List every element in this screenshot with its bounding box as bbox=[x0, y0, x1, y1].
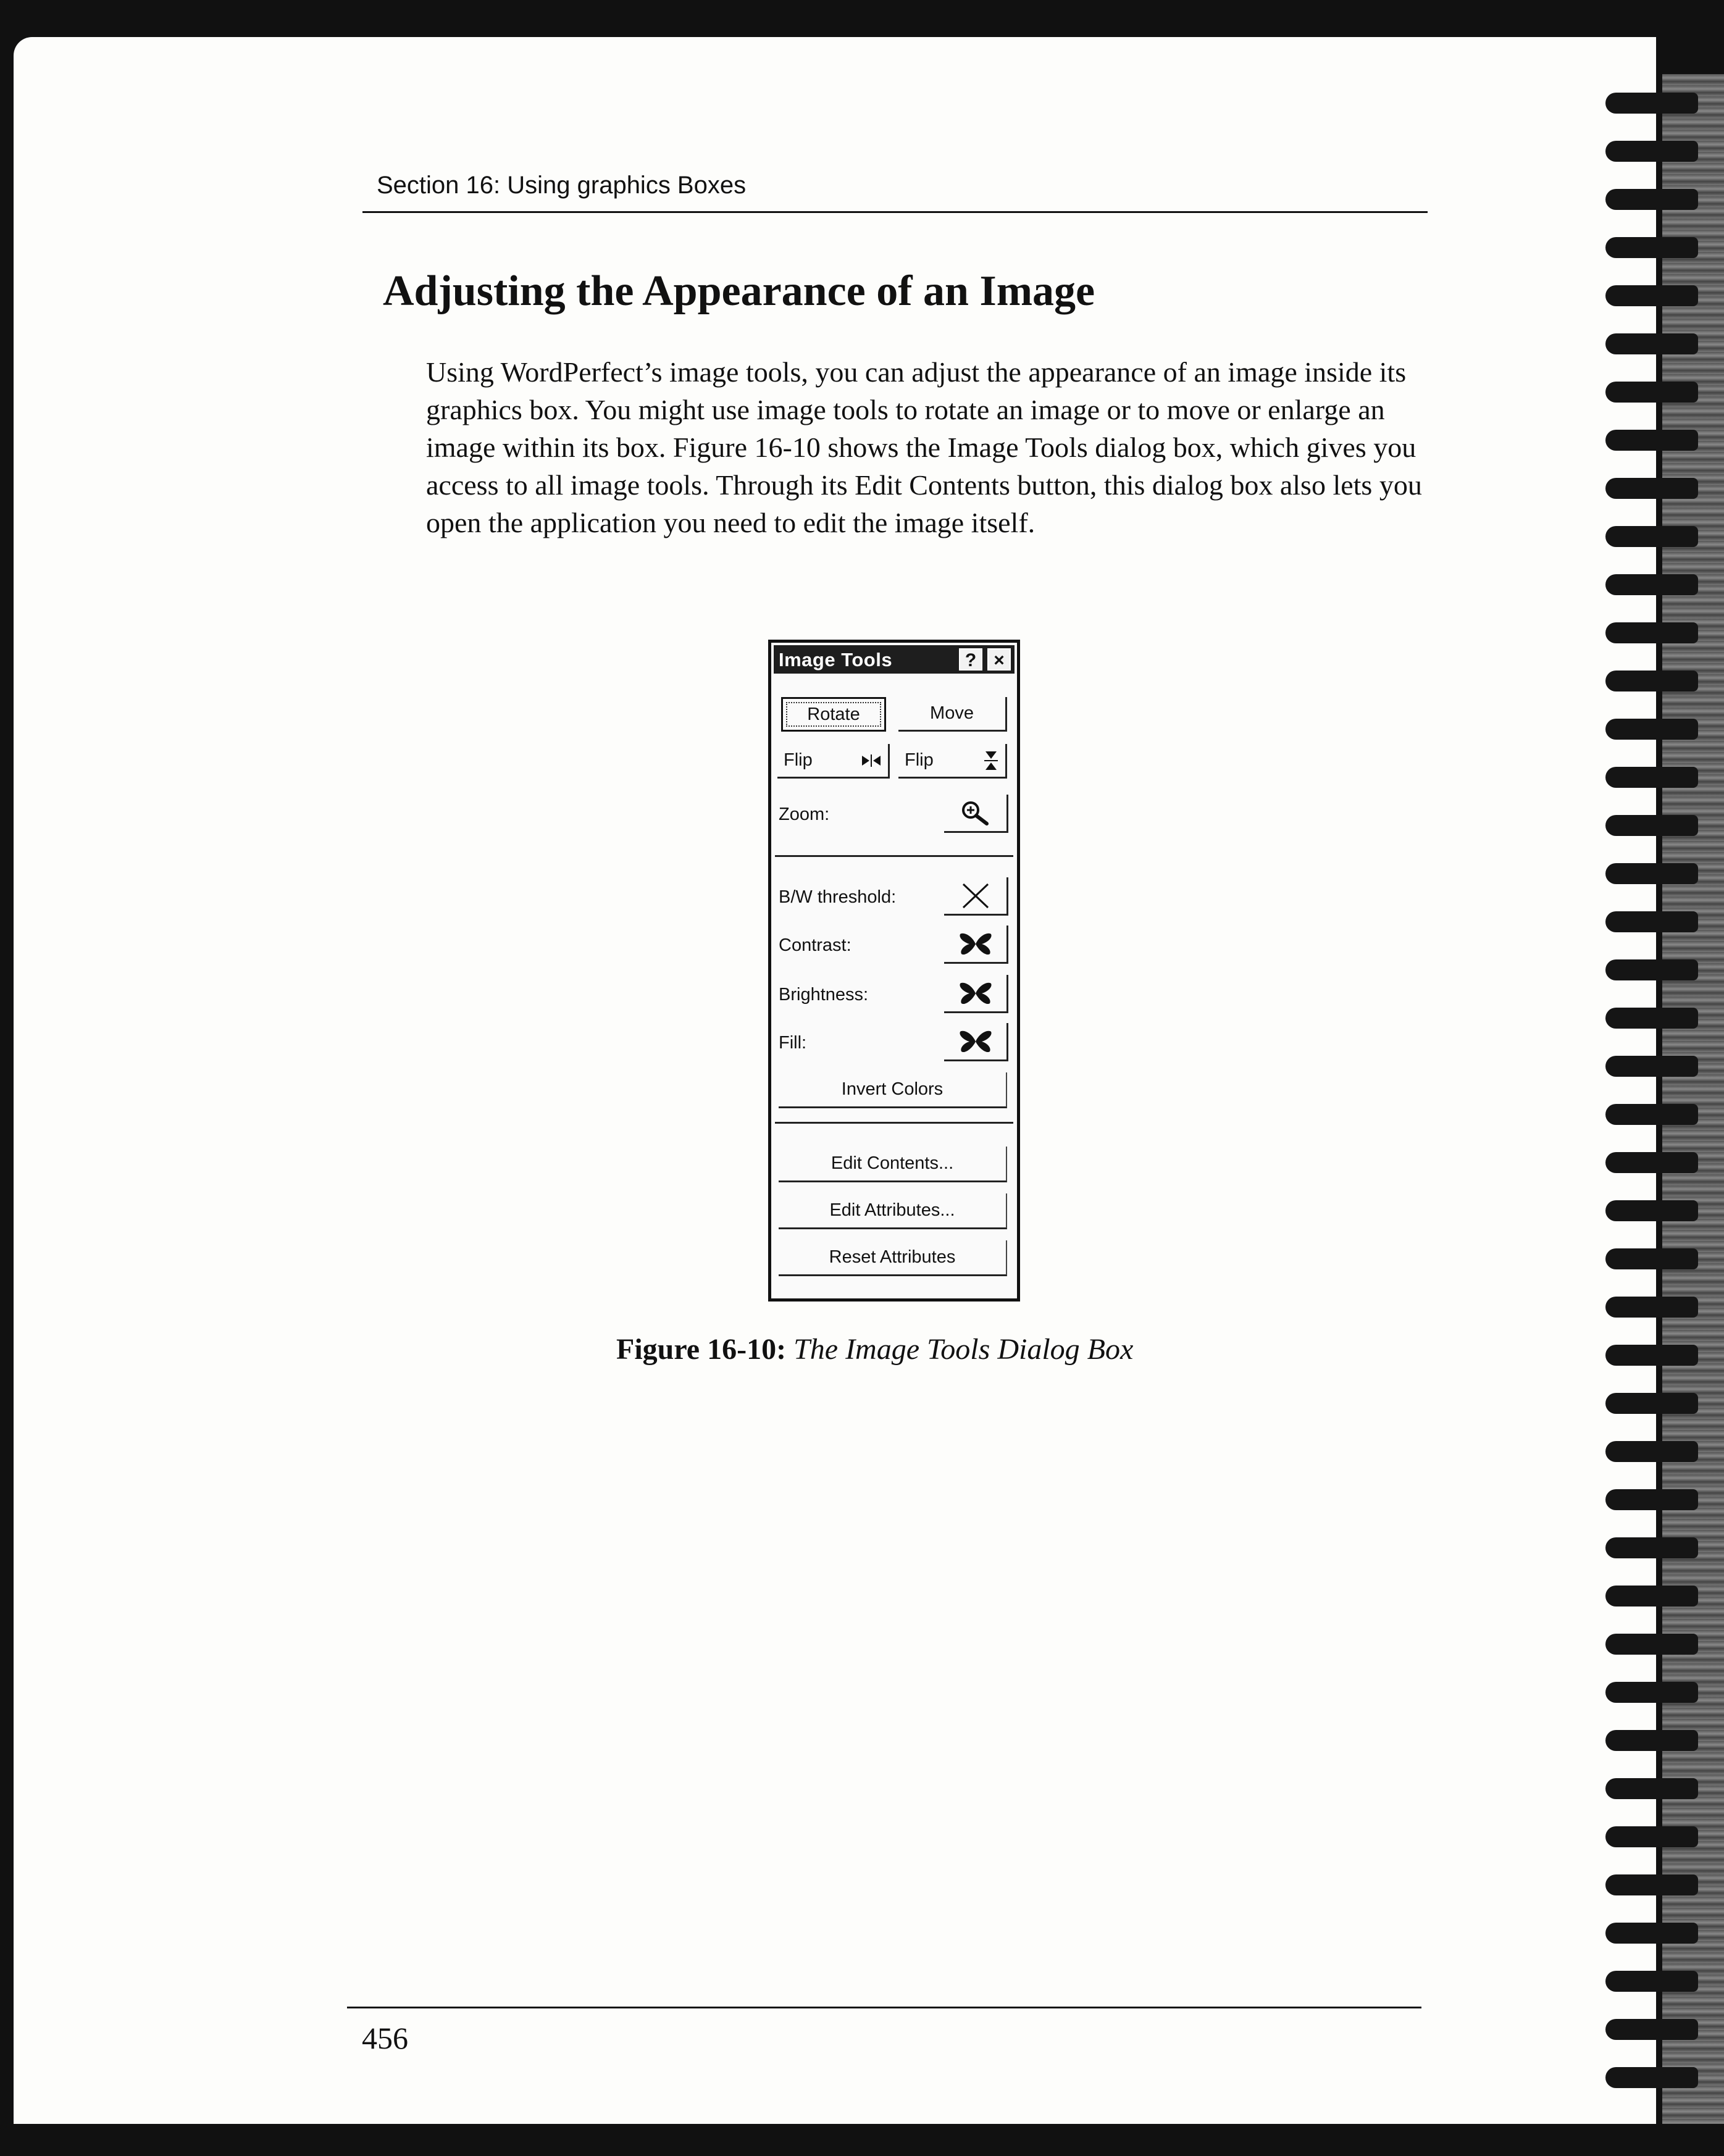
binding-coil bbox=[1605, 1008, 1698, 1029]
rotate-button[interactable] bbox=[781, 697, 886, 732]
contrast-label: Contrast: bbox=[779, 935, 852, 955]
binding-coil bbox=[1605, 237, 1698, 258]
fill-label: Fill: bbox=[779, 1033, 807, 1053]
binding-coil bbox=[1605, 430, 1698, 451]
binding-coil bbox=[1605, 1393, 1698, 1414]
edit-contents-label: Edit Contents... bbox=[831, 1153, 954, 1173]
binding-coil bbox=[1605, 863, 1698, 884]
edit-attributes-label: Edit Attributes... bbox=[829, 1200, 955, 1220]
binding-coil bbox=[1605, 1923, 1698, 1944]
flip-vertical-label: Flip bbox=[905, 750, 934, 770]
dialog-titlebar bbox=[774, 645, 1015, 674]
edit-attributes-button[interactable] bbox=[779, 1193, 1007, 1229]
contrast-button[interactable] bbox=[944, 925, 1008, 964]
binding-coil bbox=[1605, 1682, 1698, 1703]
binding-coil bbox=[1605, 382, 1698, 403]
edit-contents-button[interactable] bbox=[779, 1147, 1007, 1182]
help-button[interactable]: ? bbox=[959, 648, 982, 671]
binding-coil bbox=[1605, 767, 1698, 788]
reset-attributes-button[interactable] bbox=[779, 1240, 1007, 1276]
binding-coil bbox=[1605, 1537, 1698, 1558]
binding-coil bbox=[1605, 1248, 1698, 1269]
binding-coil bbox=[1605, 574, 1698, 595]
binding-coil bbox=[1605, 1826, 1698, 1847]
flip-horizontal-button[interactable] bbox=[777, 744, 890, 779]
binding-coil bbox=[1605, 719, 1698, 740]
binding-coil bbox=[1605, 1634, 1698, 1655]
figure-number: Figure 16-10: bbox=[616, 1333, 787, 1366]
reset-attributes-label: Reset Attributes bbox=[829, 1247, 956, 1267]
binding-coil bbox=[1605, 911, 1698, 932]
binding-coil bbox=[1605, 2067, 1698, 2088]
flip-horizontal-icon bbox=[861, 753, 882, 768]
dialog-title: Image Tools bbox=[779, 649, 893, 671]
figure-title: The Image Tools Dialog Box bbox=[793, 1333, 1134, 1366]
binding-coil bbox=[1605, 1586, 1698, 1607]
brightness-label: Brightness: bbox=[779, 985, 869, 1005]
move-button[interactable] bbox=[898, 697, 1007, 732]
rotate-button-label: Rotate bbox=[807, 704, 860, 724]
binding-coil bbox=[1605, 478, 1698, 499]
page-title: Adjusting the Appearance of an Image bbox=[383, 267, 1095, 315]
binding-coil bbox=[1605, 1152, 1698, 1173]
zoom-button[interactable] bbox=[944, 795, 1008, 833]
page-number: 456 bbox=[362, 2021, 408, 2055]
zoom-icon bbox=[960, 799, 992, 827]
flip-vertical-button[interactable] bbox=[898, 744, 1007, 779]
butterfly-icon bbox=[958, 981, 993, 1006]
dialog-separator bbox=[775, 855, 1013, 857]
invert-colors-button[interactable] bbox=[779, 1072, 1007, 1108]
x-icon bbox=[960, 882, 991, 910]
invert-colors-label: Invert Colors bbox=[841, 1079, 944, 1099]
header-rule bbox=[362, 211, 1428, 213]
binding-coil bbox=[1605, 1874, 1698, 1895]
binding-coil bbox=[1605, 671, 1698, 692]
body-paragraph: Using WordPerfect’s image tools, you can adjust the appearance of an image inside its graphics box. You might use image tools to rotate an image or to move or enlarge an image within its box. Figure 16-10 shows the Image Tools dialog box, which gives you access to all image tools. Through its Edit Contents button, this dialog box also lets you open the application you need to edit the image itself. bbox=[426, 356, 1422, 538]
bw-threshold-button[interactable] bbox=[944, 877, 1008, 916]
binding-coil bbox=[1605, 189, 1698, 210]
binding-coil bbox=[1605, 1297, 1698, 1318]
binding-coil bbox=[1605, 2019, 1698, 2040]
image-tools-dialog bbox=[768, 640, 1020, 1302]
binding-coil bbox=[1605, 1971, 1698, 1992]
binding-coil bbox=[1605, 1345, 1698, 1366]
bw-threshold-label: B/W threshold: bbox=[779, 887, 897, 907]
binding-coil bbox=[1605, 815, 1698, 836]
binding-coil bbox=[1605, 1056, 1698, 1077]
binding-coil bbox=[1605, 959, 1698, 980]
butterfly-icon bbox=[958, 932, 993, 956]
close-button[interactable]: × bbox=[987, 648, 1011, 671]
binding-coil bbox=[1605, 285, 1698, 306]
binding-coil bbox=[1605, 1104, 1698, 1125]
move-button-label: Move bbox=[930, 703, 974, 723]
binding-coil bbox=[1605, 622, 1698, 643]
binding-coil bbox=[1605, 1441, 1698, 1462]
figure-caption bbox=[616, 1332, 1133, 1366]
flip-vertical-icon bbox=[983, 750, 999, 771]
flip-horizontal-label: Flip bbox=[784, 750, 813, 770]
footer-rule bbox=[347, 2007, 1421, 2008]
binding-coil bbox=[1605, 141, 1698, 162]
binding-coil bbox=[1605, 526, 1698, 547]
binding-coil bbox=[1605, 1778, 1698, 1799]
dialog-separator bbox=[775, 1122, 1013, 1124]
spiral-binding bbox=[1605, 74, 1724, 2124]
binding-coil bbox=[1605, 333, 1698, 354]
binding-coil bbox=[1605, 93, 1698, 114]
binding-coil bbox=[1605, 1489, 1698, 1510]
document-page bbox=[14, 37, 1656, 2124]
zoom-label: Zoom: bbox=[779, 804, 830, 824]
binding-coil bbox=[1605, 1200, 1698, 1221]
brightness-button[interactable] bbox=[944, 975, 1008, 1013]
butterfly-icon bbox=[958, 1029, 993, 1054]
binding-coil bbox=[1605, 1730, 1698, 1751]
fill-button[interactable] bbox=[944, 1023, 1008, 1061]
section-header: Section 16: Using graphics Boxes bbox=[377, 172, 747, 199]
